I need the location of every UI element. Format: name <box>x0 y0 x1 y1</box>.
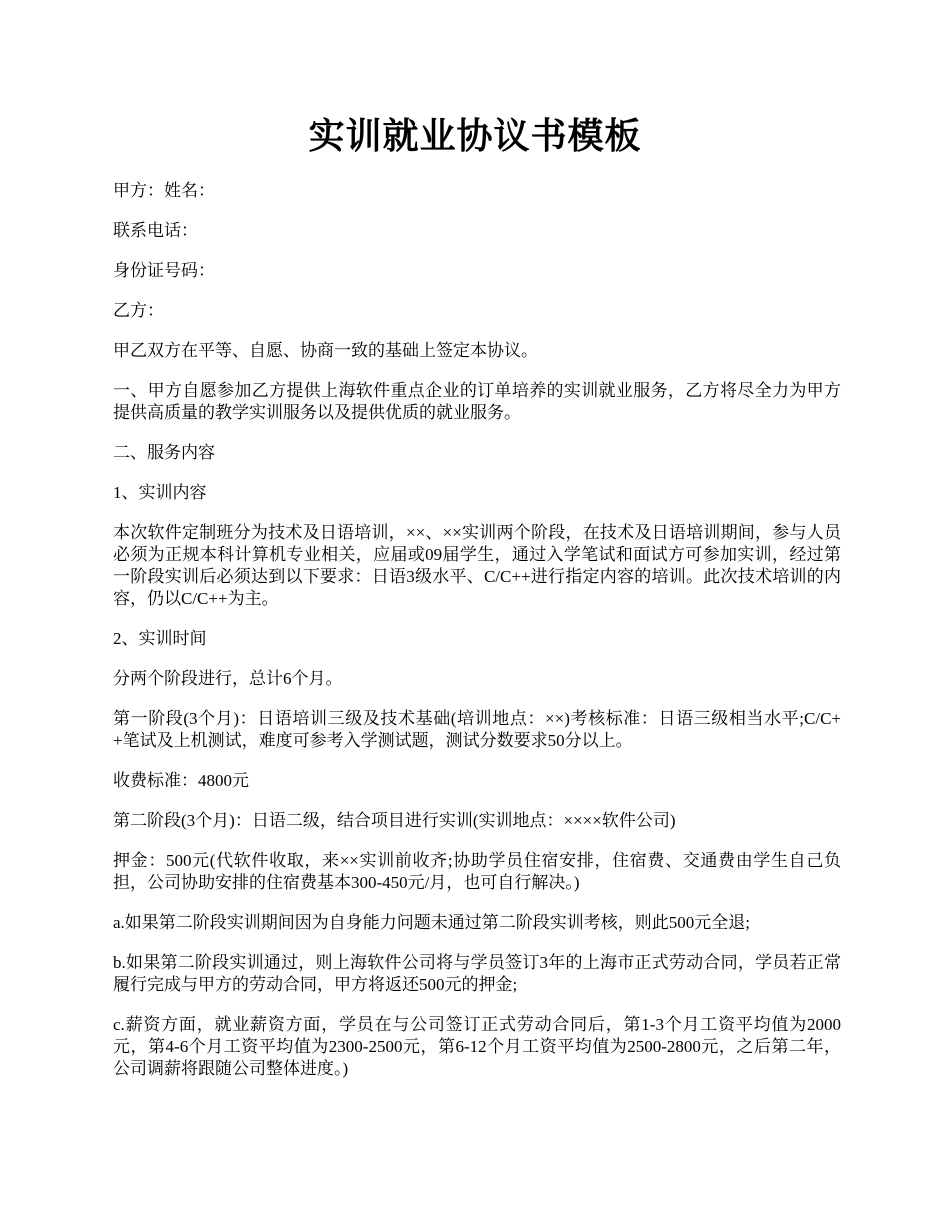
contact-phone: 联系电话： <box>113 221 198 240</box>
clause-c: c.薪资方面，就业薪资方面，学员在与公司签订正式劳动合同后，第1-3个月工资平均值为2000元，第4-6个月工资平均值为2300-2500元，第6-12个月工资平均值为2500-2800元，之后第二年，公司调薪将跟随公司整体进度。) <box>113 1015 841 1078</box>
deposit-paragraph: 押金：500元(代软件收取，来××实训前收齐;协助学员住宿安排，住宿费、交通费由学生自己负担，公司协助安排的住宿费基本300-450元/月，也可自行解决。) <box>113 851 841 892</box>
training-time-heading: 2、实训时间 <box>113 629 207 648</box>
document-body <box>113 180 841 1098</box>
party-a-name: 甲方：姓名： <box>113 181 215 200</box>
clause-b: b.如果第二阶段实训通过，则上海软件公司将与学员签订3年的上海市正式劳动合同，学员若正常履行完成与甲方的劳动合同，甲方将返还500元的押金; <box>113 953 841 994</box>
id-number: 身份证号码： <box>113 261 215 280</box>
phase-one: 第一阶段(3个月)：日语培训三级及技术基础(培训地点：××)考核标准：日语三级相当水平;C/C++笔试及上机测试，难度可参考入学测试题，测试分数要求50分以上。 <box>113 709 841 750</box>
fee-standard: 收费标准：4800元 <box>113 771 249 790</box>
section-two-heading: 二、服务内容 <box>113 443 215 462</box>
agreement-preamble: 甲乙双方在平等、自愿、协商一致的基础上签定本协议。 <box>113 341 538 360</box>
training-duration: 分两个阶段进行，总计6个月。 <box>113 669 343 688</box>
phase-two: 第二阶段(3个月)：日语二级，结合项目进行实训(实训地点：××××软件公司) <box>113 811 676 830</box>
party-b: 乙方： <box>113 301 164 320</box>
training-content-heading: 1、实训内容 <box>113 483 207 502</box>
clause-a: a.如果第二阶段实训期间因为自身能力问题未通过第二阶段实训考核，则此500元全退; <box>113 913 751 932</box>
section-one: 一、甲方自愿参加乙方提供上海软件重点企业的订单培养的实训就业服务，乙方将尽全力为甲方提供高质量的教学实训服务以及提供优质的就业服务。 <box>113 381 841 422</box>
training-content-paragraph: 本次软件定制班分为技术及日语培训，××、××实训两个阶段，在技术及日语培训期间，参与人员必须为正规本科计算机专业相关，应届或09届学生，通过入学笔试和面试方可参加实训，经过第一阶段实训后必须达到以下要求：日语3级水平、C/C++进行指定内容的培训。此次技术培训的内容，仍以C/C++为主。 <box>113 523 841 608</box>
document-title: 实训就业协议书模板 <box>308 116 642 156</box>
